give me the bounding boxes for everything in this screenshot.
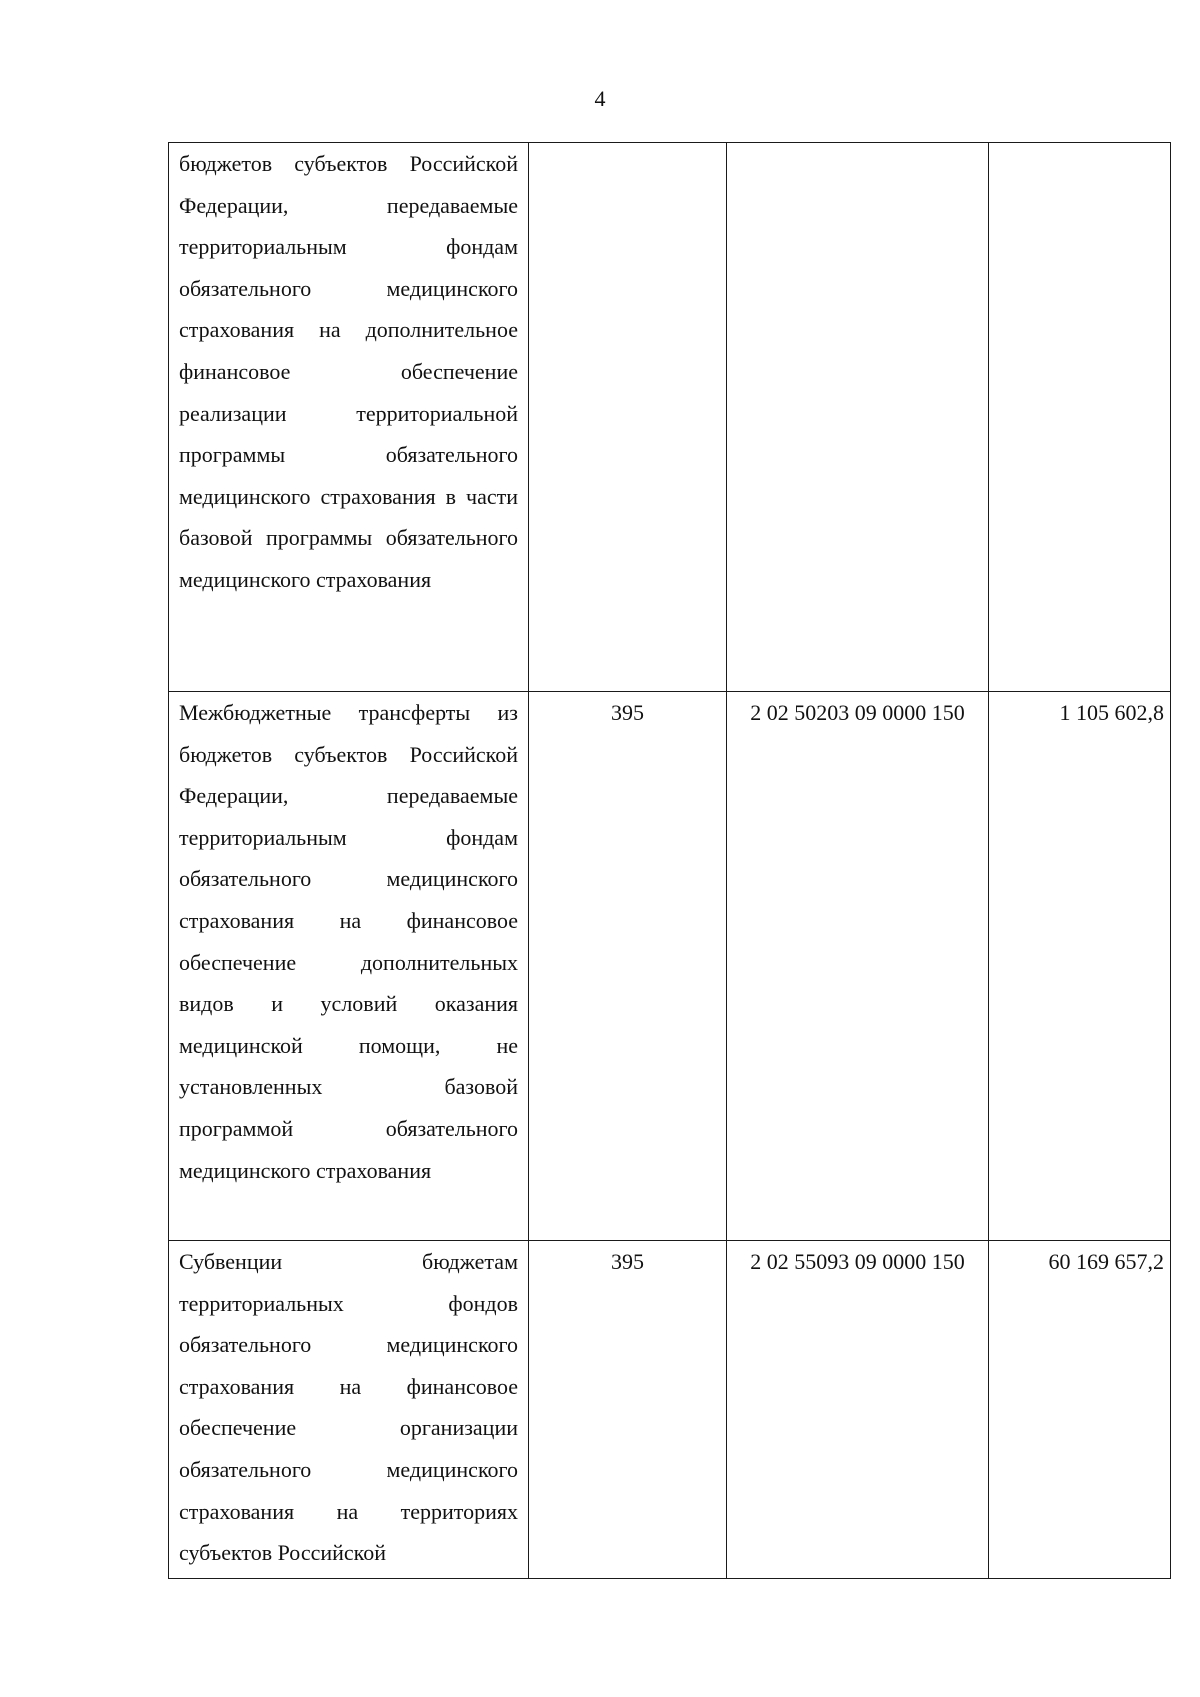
page-number: 4 xyxy=(594,86,606,111)
budget-revenue-table xyxy=(168,142,1171,1579)
table-row xyxy=(169,692,1171,1241)
kbk-code-cell: 2 02 55093 09 0000 150 xyxy=(727,1241,989,1579)
table-row xyxy=(169,143,1171,692)
amount-cell: 60 169 657,2 xyxy=(989,1241,1171,1579)
kbk-code-cell xyxy=(727,143,989,692)
revenue-name-cell: Межбюджетные трансферты из бюджетов субъектов Российской Федерации, передаваемые территориальным фондам обязательного медицинского страхования на финансовое обеспечение дополнительных видов и условий оказания медицинской помощи, не установленных базовой программой обязательного медицинского страхования xyxy=(169,692,529,1241)
kbk-code-cell: 2 02 50203 09 0000 150 xyxy=(727,692,989,1241)
admin-code-cell: 395 xyxy=(529,692,727,1241)
admin-code-cell: 395 xyxy=(529,1241,727,1579)
revenue-name-cell: Субвенции бюджетам территориальных фондов обязательного медицинского страхования на финансовое обеспечение организации обязательного медицинского страхования на территориях субъектов Российской xyxy=(169,1241,529,1579)
admin-code-cell xyxy=(529,143,727,692)
revenue-name-cell: бюджетов субъектов Российской Федерации, передаваемые территориальным фондам обязательного медицинского страхования на дополнительное финансовое обеспечение реализации территориальной программы обязательного медицинского страхования в части базовой программы обязательного медицинского страхования xyxy=(169,143,529,692)
amount-cell: 1 105 602,8 xyxy=(989,692,1171,1241)
amount-cell xyxy=(989,143,1171,692)
table-row xyxy=(169,1241,1171,1579)
